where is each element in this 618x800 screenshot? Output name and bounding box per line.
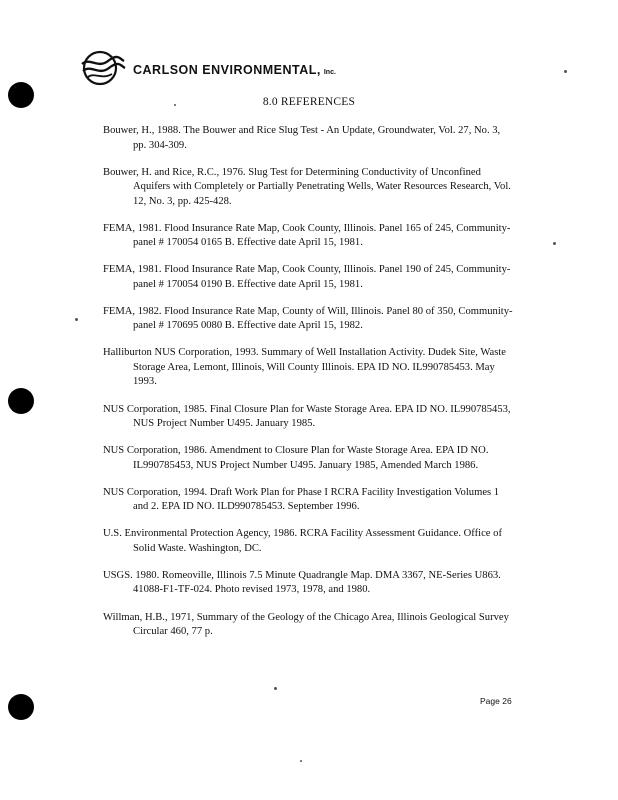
scan-speck	[300, 760, 302, 762]
reference-entry: FEMA, 1981. Flood Insurance Rate Map, Cook County, Illinois. Panel 190 of 245, Community-panel # 170054 0190 B. Effective date April 15, 1981.	[103, 264, 511, 290]
reference-entry: NUS Corporation, 1994. Draft Work Plan for Phase I RCRA Facility Investigation Volumes 1 and 2. EPA ID NO. ILD990785453. September 1996.	[103, 486, 500, 513]
punch-hole	[8, 694, 34, 720]
scan-speck	[553, 242, 556, 245]
company-suffix: Inc.	[323, 69, 336, 76]
scan-speck	[75, 318, 78, 321]
reference-entry: Halliburton NUS Corporation, 1993. Summary of Well Installation Activity. Dudek Site, Waste Storage Area, Lemont, Illinois, Will County Illinois. EPA ID NO. IL990785453. May 1993.	[103, 347, 506, 388]
section-title	[0, 96, 618, 108]
reference-entry: NUS Corporation, 1985. Final Closure Plan for Waste Storage Area. EPA ID NO. IL990785453, NUS Project Number U495. January 1985.	[103, 403, 511, 430]
company-name-text: CARLSON ENVIRONMENTAL,	[133, 63, 321, 77]
reference-entry: Bouwer, H. and Rice, R.C., 1976. Slug Test for Determining Conductivity of Unconfined Aquifers with Completely or Partially Penetrating Wells, Water Resources Research, Vol. 12, No. 3, pp. 425-428.	[103, 166, 511, 207]
reference-entry: NUS Corporation, 1986. Amendment to Closure Plan for Waste Storage Area. EPA ID NO. IL990785453, NUS Project Number U495. January 1985, Amended March 1986.	[103, 445, 489, 471]
scan-speck	[274, 687, 277, 690]
company-name	[133, 63, 336, 77]
reference-entry: Willman, H.B., 1971, Summary of the Geology of the Chicago Area, Illinois Geological Survey Circular 460, 77 p.	[103, 611, 509, 638]
scan-speck	[174, 104, 176, 106]
page-number: Page 26	[480, 696, 512, 706]
reference-entry: Bouwer, H., 1988. The Bouwer and Rice Slug Test - An Update, Groundwater, Vol. 27, No. 3, pp. 304-309.	[103, 125, 501, 151]
reference-entry: FEMA, 1982. Flood Insurance Rate Map, County of Will, Illinois. Panel 80 of 350, Community-panel # 170695 0080 B. Effective date April 15, 1982.	[103, 305, 513, 332]
scan-speck	[564, 70, 567, 73]
section-title-text: 8.0 REFERENCES	[262, 96, 356, 108]
reference-list	[103, 124, 513, 640]
punch-hole	[8, 388, 34, 414]
company-logo-icon	[80, 49, 126, 89]
reference-entry: USGS. 1980. Romeoville, Illinois 7.5 Minute Quadrangle Map. DMA 3367, NE-Series U863. 41088-F1-TF-024. Photo revised 1973, 1978, and 1980.	[103, 569, 501, 596]
reference-entry: FEMA, 1981. Flood Insurance Rate Map, Cook County, Illinois. Panel 165 of 245, Community-panel # 170054 0165 B. Effective date April 15, 1981.	[103, 222, 511, 249]
reference-entry: U.S. Environmental Protection Agency, 1986. RCRA Facility Assessment Guidance. Office of Solid Waste. Washington, DC.	[103, 528, 502, 554]
